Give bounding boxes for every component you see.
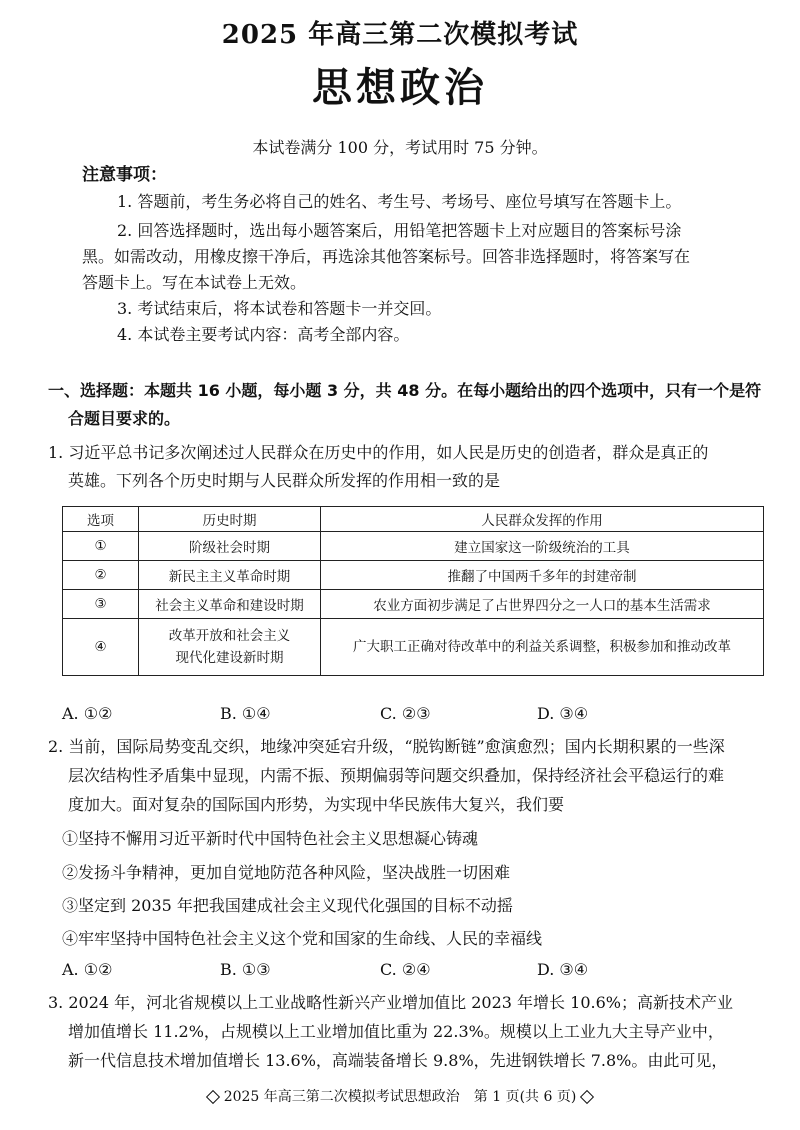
table-cell-period <box>139 619 321 676</box>
q2-item: ①坚持不懈用习近平新时代中国特色社会主义思想凝心铸魂 <box>62 829 479 848</box>
q2-choice-c: C. ②④ <box>380 960 431 979</box>
diamond-icon <box>206 1090 220 1104</box>
q3-stem: 3. 2024 年，河北省规模以上工业战略性新兴产业增加值比 2023 年增长 10.6%；高新技术产业 <box>48 993 733 1012</box>
q1-choice-c: C. ②③ <box>380 704 431 723</box>
table-cell-period: 新民主主义革命时期 <box>139 561 321 590</box>
q2-item: ②发扬斗争精神，更加自觉地防范各种风险，坚决战胜一切困难 <box>62 863 511 882</box>
notice-title: 注意事项： <box>82 165 167 185</box>
q1-choice-b: B. ①④ <box>220 704 271 723</box>
q3-stem: 增加值增长 11.2%，占规模以上工业增加值比重为 22.3%。规模以上工业九大主导产业中， <box>68 1022 724 1041</box>
section-heading-cont: 合题目要求的。 <box>68 409 181 428</box>
exam-title: 2025 年高三第二次模拟考试 <box>221 20 579 50</box>
table-row <box>63 561 764 590</box>
table-row <box>63 619 764 676</box>
table-cell-period: 阶级社会时期 <box>139 532 321 561</box>
notice-line: 1. 答题前，考生务必将自己的姓名、考生号、考场号、座位号填写在答题卡上。 <box>117 192 682 211</box>
table-cell-option: ② <box>63 561 139 590</box>
q1-table <box>62 506 764 676</box>
table-header-cell: 选项 <box>63 507 139 532</box>
table-header-cell: 人民群众发挥的作用 <box>321 507 764 532</box>
table-cell-option: ① <box>63 532 139 561</box>
diamond-icon <box>580 1090 594 1104</box>
table-row <box>63 590 764 619</box>
notice-line: 3. 考试结束后，将本试卷和答题卡一并交回。 <box>117 299 442 318</box>
table-cell-role: 广大职工正确对待改革中的利益关系调整，积极参加和推动改革 <box>321 619 764 676</box>
table-header-cell: 历史时期 <box>139 507 321 532</box>
q2-choice-d: D. ③④ <box>537 960 589 979</box>
period-line: 改革开放和社会主义 <box>168 628 291 644</box>
q2-stem: 层次结构性矛盾集中显现，内需不振、预期偏弱等问题交织叠加，保持经济社会平稳运行的难 <box>68 766 725 785</box>
page-footer <box>0 1086 800 1106</box>
q2-item: ③坚定到 2035 年把我国建成社会主义现代化强国的目标不动摇 <box>62 896 513 915</box>
subject-title: 思想政治 <box>312 64 488 111</box>
q1-stem: 英雄。下列各个历史时期与人民群众所发挥的作用相一致的是 <box>68 471 501 490</box>
q1-choice-d: D. ③④ <box>537 704 589 723</box>
table-cell-option: ④ <box>63 619 139 676</box>
q2-item: ④牢牢坚持中国特色社会主义这个党和国家的生命线、人民的幸福线 <box>62 929 543 948</box>
notice-line: 2. 回答选择题时，选出每小题答案后，用铅笔把答题卡上对应题目的答案标号涂 <box>117 221 682 240</box>
table-cell-role: 建立国家这一阶级统治的工具 <box>321 532 764 561</box>
table-cell-period: 社会主义革命和建设时期 <box>139 590 321 619</box>
table-cell-role: 推翻了中国两千多年的封建帝制 <box>321 561 764 590</box>
table-row <box>63 532 764 561</box>
exam-info: 本试卷满分 100 分，考试用时 75 分钟。 <box>252 138 548 157</box>
notice-line: 答题卡上。写在本试卷上无效。 <box>82 273 307 292</box>
q2-stem: 度加大。面对复杂的国际国内形势，为实现中华民族伟大复兴，我们要 <box>68 795 565 814</box>
q1-stem: 1. 习近平总书记多次阐述过人民群众在历史中的作用，如人民是历史的创造者，群众是真正的 <box>48 443 709 462</box>
table-header-row <box>63 507 764 532</box>
footer-text: 2025 年高三第二次模拟考试思想政治 第 1 页(共 6 页) <box>223 1089 577 1105</box>
q1-choice-a: A. ①② <box>62 704 113 723</box>
q2-choice-b: B. ①③ <box>220 960 271 979</box>
notice-line: 4. 本试卷主要考试内容：高考全部内容。 <box>117 325 410 344</box>
table-cell-role: 农业方面初步满足了占世界四分之一人口的基本生活需求 <box>321 590 764 619</box>
notice-line: 黑。如需改动，用橡皮擦干净后，再选涂其他答案标号。回答非选择题时，将答案写在 <box>82 247 691 266</box>
period-line: 现代化建设新时期 <box>175 650 284 666</box>
q2-choice-a: A. ①② <box>62 960 113 979</box>
section-heading: 一、选择题：本题共 16 小题，每小题 3 分，共 48 分。在每小题给出的四个选项中，只有一个是符 <box>48 381 762 400</box>
q3-stem: 新一代信息技术增加值增长 13.6%，高端装备增长 9.8%，先进钢铁增长 7.8%。由此可见， <box>68 1051 728 1070</box>
q2-stem: 2. 当前，国际局势变乱交织，地缘冲突延宕升级，“脱钩断链”愈演愈烈；国内长期积累的一些深 <box>48 737 725 756</box>
table-cell-option: ③ <box>63 590 139 619</box>
